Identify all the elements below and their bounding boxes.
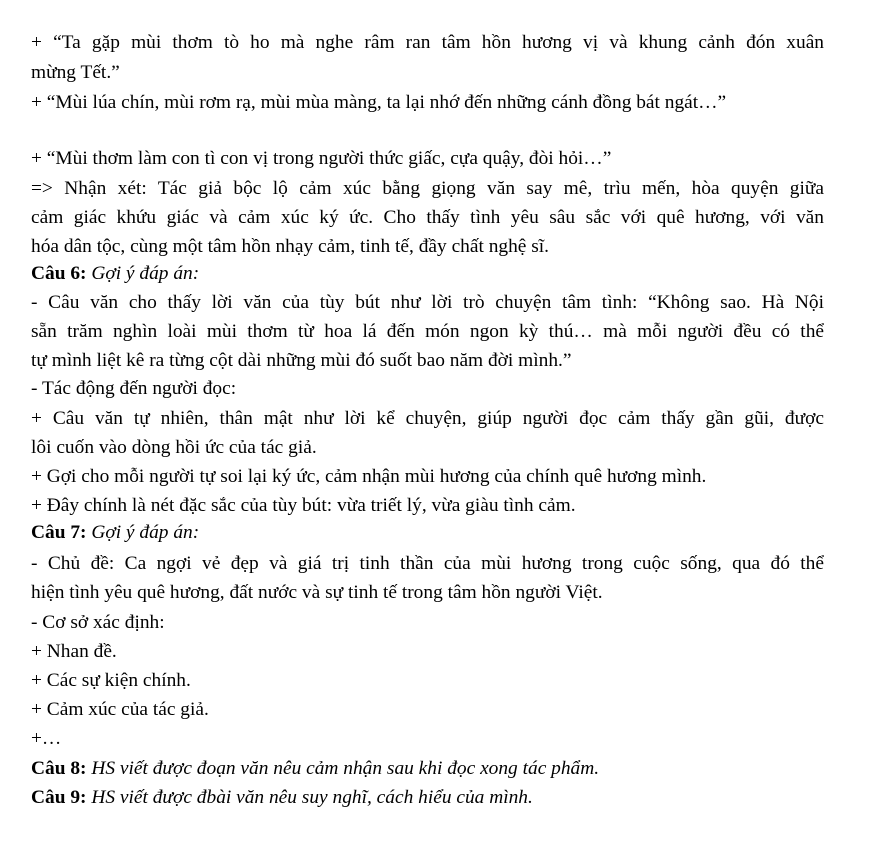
text-line: + Cảm xúc của tác giả.	[31, 699, 209, 720]
text-line: lôi cuốn vào dòng hồi ức của tác giả.	[31, 437, 317, 458]
text-line: tự mình liệt kê ra từng cột dài những mùi đó suốt bao năm đời mình.”	[31, 350, 572, 371]
text-line: + Gợi cho mỗi người tự soi lại ký ức, cảm nhận mùi hương của chính quê hương mình.	[31, 466, 707, 487]
question-label: Câu 9:	[31, 787, 87, 808]
question-8	[31, 754, 599, 783]
question-label: Câu 7:	[31, 522, 87, 543]
answer-hint: HS viết được đbài văn nêu suy nghĩ, cách hiểu của mình.	[91, 787, 533, 808]
text-line: => Nhận xét: Tác giả bộc lộ cảm xúc bằng giọng văn say mê, trìu mến, hòa quyện giữa	[31, 178, 824, 199]
answer-hint: Gợi ý đáp án:	[91, 263, 200, 284]
question-label: Câu 6:	[31, 263, 87, 284]
text-line: + Câu văn tự nhiên, thân mật như lời kể chuyện, giúp người đọc cảm thấy gần gũi, được	[31, 408, 824, 429]
text-line: + Các sự kiện chính.	[31, 670, 191, 691]
answer-hint: HS viết được đoạn văn nêu cảm nhận sau khi đọc xong tác phẩm.	[91, 758, 600, 779]
text-line: hiện tình yêu quê hương, đất nước và sự tinh tế trong tâm hồn người Việt.	[31, 582, 603, 603]
text-line: + “Mùi thơm làm con tì con vị trong người thức giấc, cựa quậy, đòi hỏi…”	[31, 148, 612, 169]
text-line: - Câu văn cho thấy lời văn của tùy bút như lời trò chuyện tâm tình: “Không sao. Hà Nội	[31, 292, 824, 313]
text-line: + Nhan đề.	[31, 641, 117, 662]
text-line: hóa dân tộc, cùng một tâm hồn nhạy cảm, tinh tế, đầy chất nghệ sĩ.	[31, 236, 550, 257]
question-7-heading	[31, 518, 199, 547]
text-line: - Tác động đến người đọc:	[31, 378, 237, 399]
text-line: - Cơ sở xác định:	[31, 612, 165, 633]
question-6-heading	[31, 259, 199, 288]
text-line: + Đây chính là nét đặc sắc của tùy bút: vừa triết lý, vừa giàu tình cảm.	[31, 495, 576, 516]
answer-hint: Gợi ý đáp án:	[91, 522, 200, 543]
text-line: mừng Tết.”	[31, 62, 120, 83]
text-line: +…	[31, 728, 62, 749]
text-line: cảm giác khứu giác và cảm xúc ký ức. Cho thấy tình yêu sâu sắc với quê hương, với văn	[31, 207, 824, 228]
text-line: + “Mùi lúa chín, mùi rơm rạ, mùi mùa màng, ta lại nhớ đến những cánh đồng bát ngát…”	[31, 92, 727, 113]
text-line: sẵn trăm nghìn loài mùi thơm từ hoa lá đến món ngon kỳ thú… mà mỗi người đều có thể	[31, 321, 824, 342]
text-line: - Chủ đề: Ca ngợi vẻ đẹp và giá trị tinh thần của mùi hương trong cuộc sống, qua đó thể	[31, 553, 824, 574]
question-9	[31, 783, 533, 812]
text-line: + “Ta gặp mùi thơm tò ho mà nghe râm ran tâm hồn hương vị và khung cảnh đón xuân	[31, 32, 824, 53]
question-label: Câu 8:	[31, 758, 87, 779]
